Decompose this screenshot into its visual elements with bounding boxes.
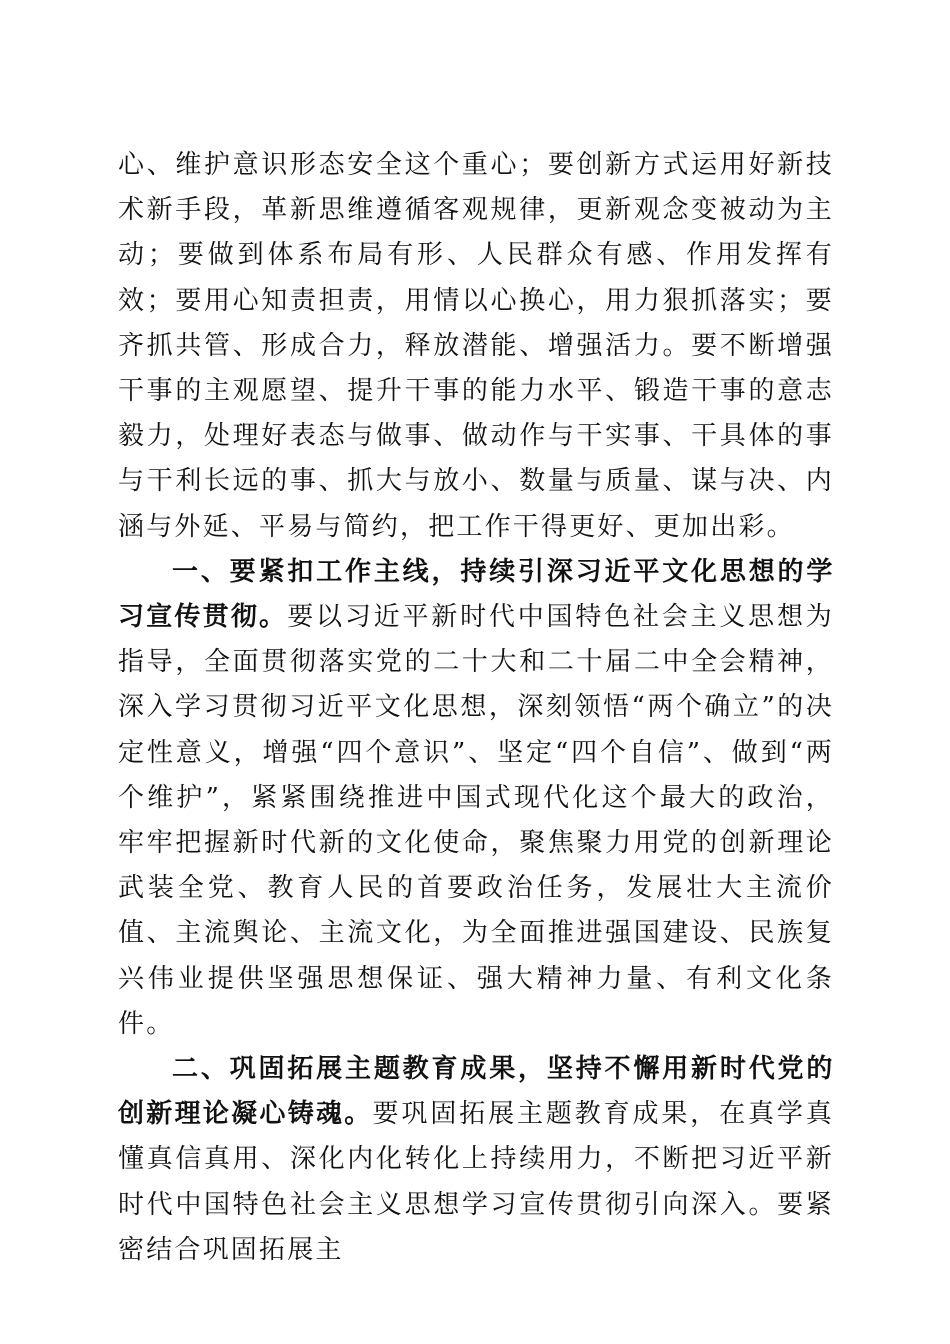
- document-page: [118, 143, 834, 1273]
- paragraph-continuation: [118, 143, 834, 550]
- section-heading: 二、巩固拓展主题教育成果，坚持不懈用新时代党的创新理论凝心铸魂。: [118, 1054, 834, 1130]
- paragraph-section-one: [118, 550, 834, 1047]
- paragraph-body: 要以习近平新时代中国特色社会主义思想为指导，全面贯彻落实党的二十大和二十届二中全会精神，深入学习贯彻习近平文化思想，深刻领悟“两个确立”的决定性意义，增强“四个意识”、坚定“四个自信”、做到“两个维护”，紧紧围绕推进中国式现代化这个最大的政治，牢牢把握新时代新的文化使命，聚焦聚力用党的创新理论武装全党、教育人民的首要政治任务，发展壮大主流价值、主流舆论、主流文化，为全面推进强国建设、民族复兴伟业提供坚强思想保证、强大精神力量、有利文化条件。: [118, 602, 834, 1039]
- paragraph-section-two: [118, 1047, 834, 1273]
- section-heading: 一、要紧扣工作主线，持续引深习近平文化思想的学习宣传贯彻。: [118, 556, 834, 633]
- paragraph-body: 要巩固拓展主题教育成果，在真学真懂真信真用、深化内化转化上持续用力，不断把习近平新时代中国特色社会主义思想学习宣传贯彻引向深入。要紧密结合巩固拓展主: [118, 1099, 834, 1265]
- paragraph-body: 心、维护意识形态安全这个重心；要创新方式运用好新技术新手段，革新思维遵循客观规律，更新观念变被动为主动；要做到体系布局有形、人民群众有感、作用发挥有效；要用心知责担责，用情以心换心，用力狠抓落实；要齐抓共管、形成合力，释放潜能、增强活力。要不断增强干事的主观愿望、提升干事的能力水平、锻造干事的意志毅力，处理好表态与做事、做动作与干实事、干具体的事与干利长远的事、抓大与放小、数量与质量、谋与决、内涵与外延、平易与简约，把工作干得更好、更加出彩。: [118, 150, 834, 542]
